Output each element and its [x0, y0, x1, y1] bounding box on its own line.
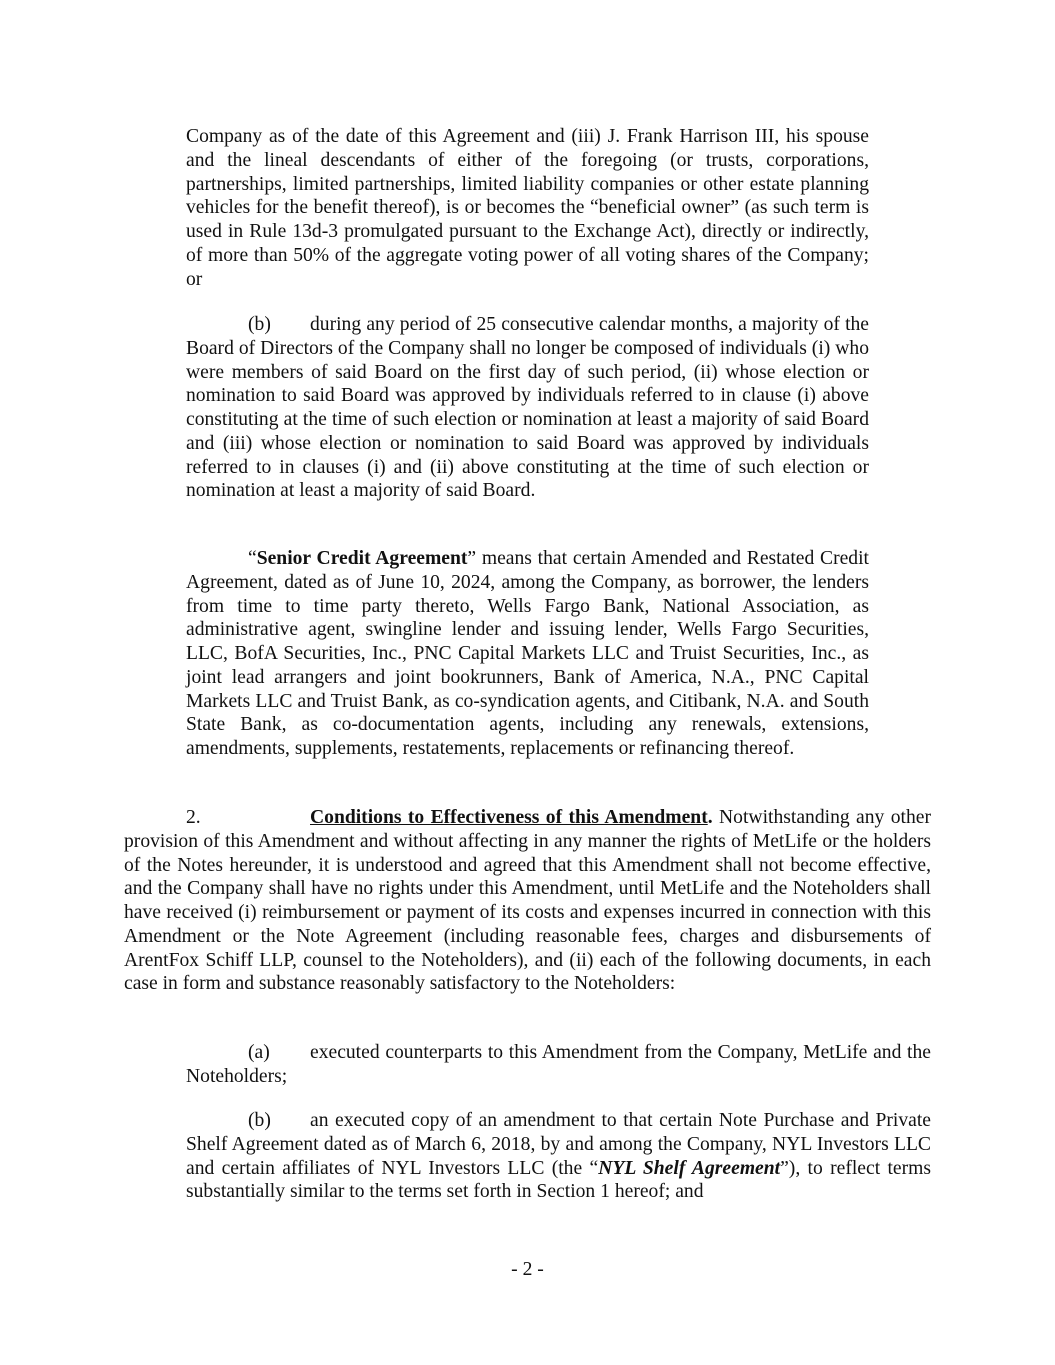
item-b-nyl-amendment	[186, 1109, 931, 1204]
paragraph-change-of-control-continued	[186, 125, 869, 291]
section-number: 2.	[186, 807, 201, 828]
definition-senior-credit-agreement	[186, 547, 869, 761]
item-text: executed counterparts to this Amendment from the Company, MetLife and the Noteholders;	[186, 1042, 931, 1087]
heading-period: .	[707, 807, 713, 828]
open-quote: “	[248, 548, 257, 569]
defined-term: Senior Credit Agreement	[256, 548, 468, 569]
clause-b-board-composition	[186, 313, 869, 503]
item-a-counterparts	[186, 1041, 931, 1089]
section-text: Notwithstanding any other provision of this Amendment and without affecting in any manner the rights of MetLife or the holders of the Notes hereunder, it is understood and agreed that this Amendment shall not become effective, and the Company shall have no rights under this Amendment, until MetLife and the Noteholders shall have received (i) reimbursement or payment of its costs and expenses incurred in connection with this Amendment or the Note Agreement (including reasonable fees, charges and disbursements of ArentFox Schiff LLP, counsel to the Noteholders), and (ii) each of the following documents, in each case in form and substance reasonably satisfactory to the Noteholders:	[124, 807, 931, 995]
item-marker: (b)	[248, 1110, 271, 1131]
page-number: - 2 -	[511, 1259, 544, 1280]
item-marker: (a)	[248, 1042, 270, 1063]
section-2-conditions	[124, 806, 931, 996]
clause-marker: (b)	[248, 314, 271, 335]
definition-text: ” means that certain Amended and Restated Credit Agreement, dated as of June 10, 2024, among the Company, as borrower, the lenders from time to time party thereto, Wells Fargo Bank, National Association, as administrative agent, swingline lender and issuing lender, Wells Fargo Securities, LLC, BofA Securities, Inc., PNC Capital Markets LLC and Truist Securities, Inc., as joint lead arrangers and joint bookrunners, Bank of America, N.A., PNC Capital Markets LLC and Truist Bank, as co-syndication agents, and Citibank, N.A. and South State Bank, as co-documentation agents, including any renewals, extensions, amendments, supplements, restatements, replacements or refinancing thereof.	[186, 548, 869, 759]
section-heading: Conditions to Effectiveness of this Amendment	[310, 807, 708, 828]
item-text-before: an executed copy of an amendment to that certain Note Purchase and Private Shelf Agreement dated as of March 6, 2018, by and among the Company, NYL Investors LLC and certain affiliates of NYL Investors LLC (the “	[186, 1110, 931, 1179]
clause-text: during any period of 25 consecutive calendar months, a majority of the Board of Directors of the Company shall no longer be composed of individuals (i) who were members of said Board on the first day of such period, (ii) whose election or nomination to said Board was approved by individuals referred to in clause (i) above constituting at the time of such election or nomination at least a majority of said Board and (iii) whose election or nomination to said Board was approved by individuals referred to in clauses (i) and (ii) above constituting at the time of such election or nomination at least a majority of said Board.	[186, 314, 869, 502]
defined-term: NYL Shelf Agreement	[598, 1157, 781, 1179]
paragraph-text: Company as of the date of this Agreement and (iii) J. Frank Harrison III, his spouse and the lineal descendants of either of the foregoing (or trusts, corporations, partnerships, limited partnerships, limited liability companies or other estate planning vehicles for the benefit thereof), is or becomes the “beneficial owner” (as such term is used in Rule 13d-3 promulgated pursuant to the Exchange Act), directly or indirectly, of more than 50% of the aggregate voting power of all voting shares of the Company; or	[186, 126, 869, 290]
item-text-after: ”), to reflect terms substantially similar to the terms set forth in Section 1 hereof; and	[186, 1157, 931, 1203]
